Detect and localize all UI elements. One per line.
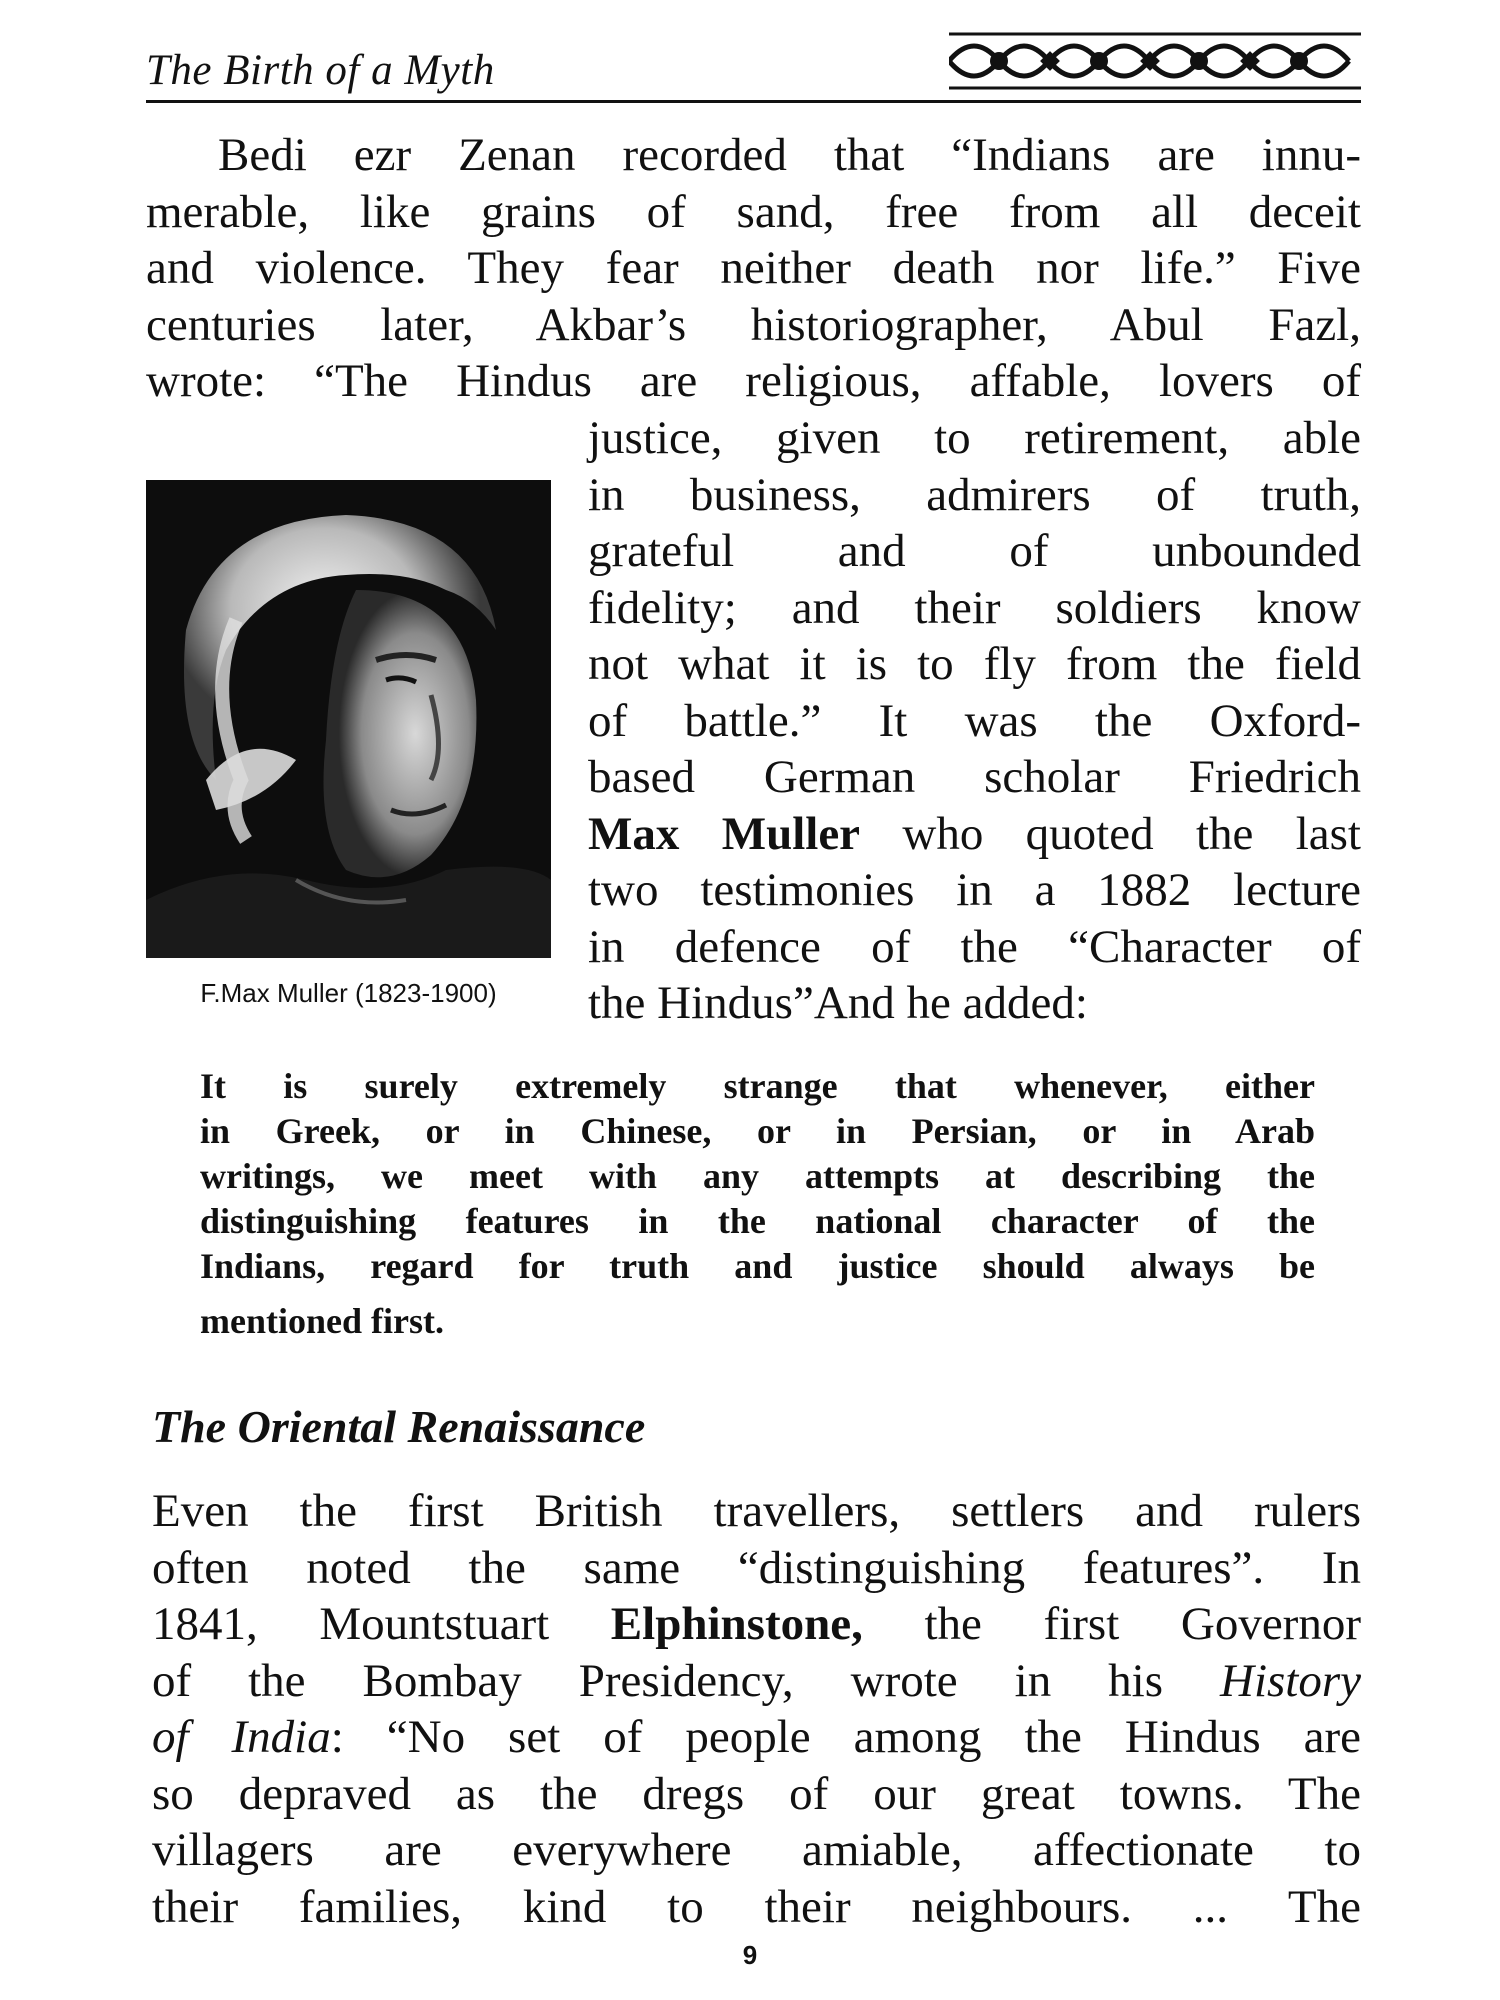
text-line bbox=[152, 1709, 1361, 1766]
text-fragment: : “No set of people among the Hindus are bbox=[330, 1711, 1361, 1763]
text-line: and violence. They fear neither death nor life.” Five bbox=[146, 242, 1361, 294]
text-line: not what it is to fly from the field bbox=[588, 638, 1361, 690]
page-number: 9 bbox=[742, 1940, 758, 1970]
quote-line: writings, we meet with any attempts at describing the bbox=[200, 1156, 1315, 1196]
running-head-title: The Birth of a Myth bbox=[146, 47, 495, 94]
text-line: based German scholar Friedrich bbox=[588, 751, 1361, 803]
text-line: so depraved as the dregs of our great towns. The bbox=[152, 1767, 1361, 1820]
text-line: Bedi ezr Zenan recorded that “Indians are innu- bbox=[218, 129, 1361, 181]
section-heading: The Oriental Renaissance bbox=[152, 1401, 646, 1452]
text-fragment: who quoted the last bbox=[860, 807, 1361, 860]
paragraph-oriental-renaissance bbox=[152, 1483, 1361, 1935]
book-title-history: History bbox=[1220, 1654, 1361, 1707]
text-line: in defence of the “Character of bbox=[588, 920, 1361, 973]
text-line: their families, kind to their neighbours. ... The bbox=[152, 1880, 1361, 1933]
paragraph-opening bbox=[146, 127, 1361, 410]
paragraph-wrap bbox=[588, 410, 1361, 1032]
text-line: Even the first British travellers, settlers and rulers bbox=[152, 1485, 1361, 1537]
portrait-photo bbox=[146, 480, 551, 958]
text-line bbox=[152, 1596, 1361, 1653]
text-line: centuries later, Akbar’s historiographer, Abul Fazl, bbox=[146, 298, 1361, 351]
portrait-caption: F.Max Muller (1823-1900) bbox=[200, 978, 497, 1008]
quote-line: mentioned first. bbox=[200, 1301, 444, 1341]
decorative-ornament-band bbox=[949, 26, 1361, 96]
name-max-muller: Max Muller bbox=[588, 807, 861, 860]
text-line: wrote: “The Hindus are religious, affable, lovers of bbox=[146, 355, 1361, 407]
text-line: of battle.” It was the Oxford- bbox=[588, 694, 1361, 747]
text-fragment: of the Bombay Presidency, wrote in his bbox=[152, 1654, 1220, 1707]
quote-line: It is surely extremely strange that whenever, either bbox=[200, 1066, 1315, 1106]
text-fragment: the first Governor bbox=[862, 1598, 1361, 1650]
portrait-figure bbox=[146, 480, 551, 1025]
text-line: justice, given to retirement, able bbox=[588, 412, 1361, 464]
text-line bbox=[588, 806, 1361, 863]
quote-line: distinguishing features in the national character of the bbox=[200, 1201, 1315, 1241]
block-quote bbox=[200, 1064, 1315, 1344]
book-title-of-india: of India bbox=[152, 1711, 331, 1763]
text-line bbox=[152, 1653, 1361, 1710]
name-elphinstone: Elphinstone, bbox=[610, 1598, 863, 1650]
running-head bbox=[146, 26, 1361, 104]
text-line: grateful and of unbounded bbox=[588, 525, 1361, 577]
text-line: villagers are everywhere amiable, affectionate to bbox=[152, 1824, 1361, 1876]
text-line: fidelity; and their soldiers know bbox=[588, 581, 1361, 634]
text-line: the Hindus”And he added: bbox=[588, 977, 1088, 1029]
text-line: merable, like grains of sand, free from all deceit bbox=[146, 185, 1361, 238]
text-line: often noted the same “distinguishing features”. In bbox=[152, 1541, 1361, 1594]
text-line: in business, admirers of truth, bbox=[588, 468, 1361, 521]
quote-line: Indians, regard for truth and justice should always be bbox=[200, 1246, 1315, 1286]
text-line: two testimonies in a 1882 lecture bbox=[588, 864, 1361, 916]
text-fragment: 1841, Mountstuart bbox=[152, 1598, 611, 1650]
quote-line: in Greek, or in Chinese, or in Persian, or in Arab bbox=[200, 1111, 1315, 1151]
running-head-rule bbox=[146, 100, 1361, 103]
